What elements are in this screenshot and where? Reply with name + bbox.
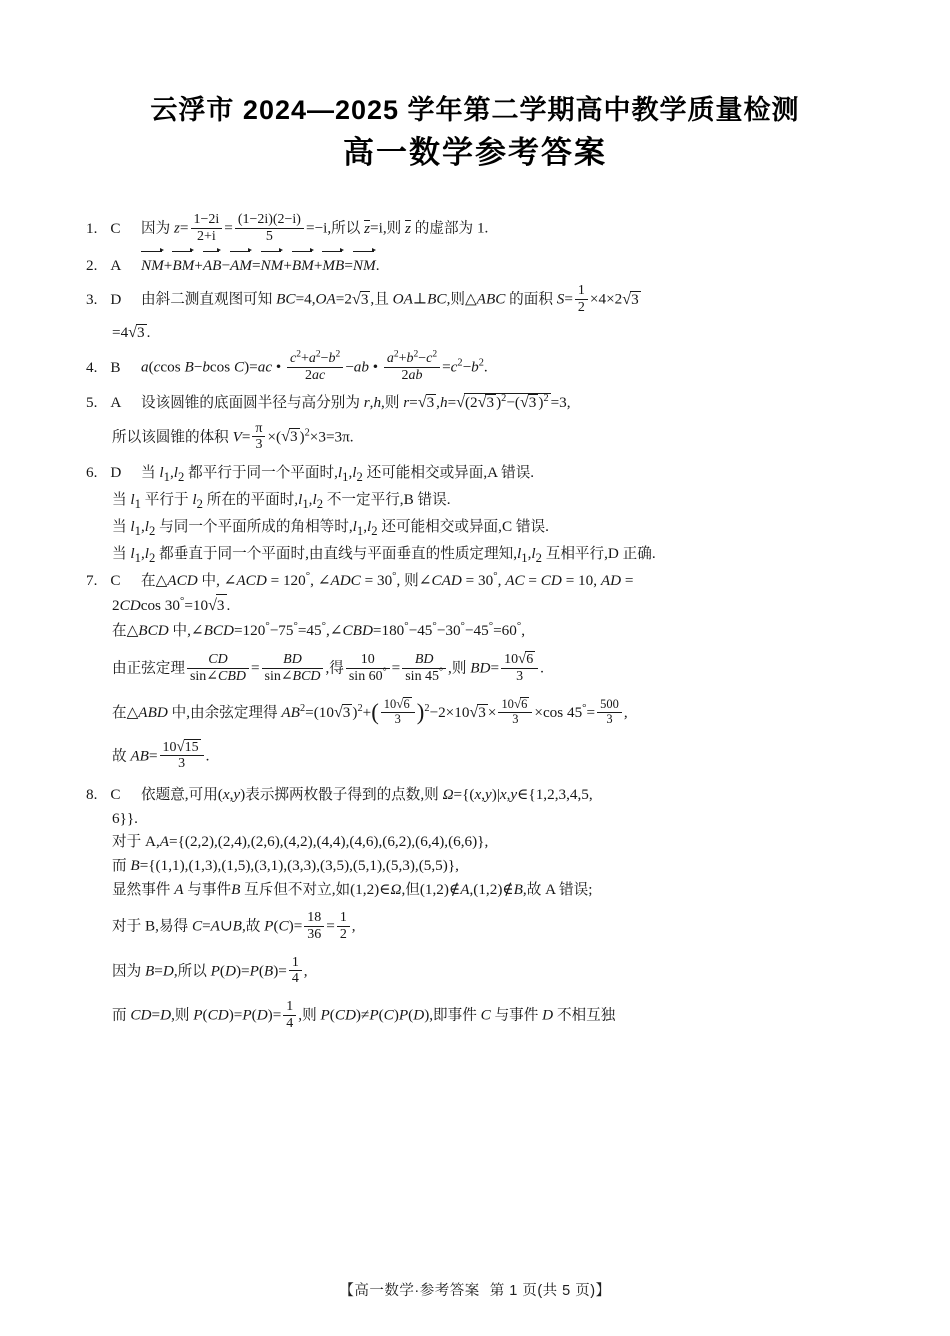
answer-item-1 <box>86 212 872 244</box>
answer-line: 显然事件 A 与事件B 互斥但不对立,如(1,2)∈Ω,但(1,2)∉A,(1,2)∉B,故 A 错误; <box>112 880 593 898</box>
answer-number-4: 4. B <box>86 358 121 376</box>
answer-number-7: 7. C <box>86 571 121 589</box>
answer-line: 由正弦定理 $\frac{CD}{\text{sin∠CBD}}$ = $\frac{BD}{\text{sin∠BCD}}$ ,得 $\frac{10}{\sin 60^\circ}$ = $\frac{BD}{\sin 45^\circ}$ ,则 BD= $\frac{10√6}{3}$ . <box>112 651 544 684</box>
answer-line: 而 CD=D,则 P(CD)=P(D)= $\frac{1}{4}$ ,则 P(CD)≠P(C)P(D),即事件 C 与事件 D 不相互独 <box>112 998 616 1031</box>
answer-line: 对于 A,A={(2,2),(2,4),(2,6),(4,2),(4,4),(4,6),(6,2),(6,4),(6,6)}, <box>112 833 489 851</box>
answer-item-7 <box>86 570 872 772</box>
answer-line: 5. A 设该圆锥的底面圆半径与高分别为 r,h,则 r=√3 ,h=√(2√3 )$^2$−(√3 )$^2$ =3, <box>86 392 571 411</box>
answer-line: 2. A NM+BM+AB−AM=NM+BM+MB=NM. <box>86 254 872 277</box>
answer-number-8: 8. C <box>86 785 121 803</box>
answer-line: 对于 B,易得 C=A∪B,故 P(C)= $\frac{18}{36}$ = $\frac{1}{2}$ , <box>112 910 356 942</box>
answer-item-2 <box>86 254 872 277</box>
answer-line: 当 $l_1,l_2$ 与同一个平面所成的角相等时$,l_1,l_2$ 还可能相交或异面,C 错误. <box>112 517 549 538</box>
answer-line: 8. C 依题意,可用(x,y)表示掷两枚骰子得到的点数,则 Ω={(x,y)|x,y∈{1,2,3,4,5, <box>86 784 872 806</box>
answer-line: 4. B a(ccos B−bcos C)=ac • $\frac{c^2+a^2-b^2}{2ac}$ −ab • $\frac{a^2+b^2-c^2}{2ab}$ $=c^2-b^2$. <box>86 349 488 384</box>
answer-line: 6}}. <box>112 809 138 827</box>
answer-line: 所以该圆锥的体积 V= $\frac{\pi}{3}$ ×(√3 )$^2$×3=3π. <box>112 420 354 453</box>
answer-item-8 <box>86 784 872 1031</box>
answer-number-5: 5. A <box>86 393 122 411</box>
answer-line: 2CDcos 30°=10√3 . <box>86 594 872 618</box>
answer-line: 3. D 由斜二测直观图可知 BC=4,OA=2√3 ,且 OA⊥BC,则△ABC 的面积 S= $\frac{1}{2}$ ×4×2√3 <box>86 283 639 315</box>
page-header <box>0 0 950 174</box>
answer-line: 而 B={(1,1),(1,3),(1,5),(3,1),(3,3),(3,5),(5,1),(5,3),(5,5)}, <box>112 856 459 874</box>
answer-line: 6. D 当 $l_1,l_2$ 都平行于同一个平面时$,l_1,l_2$ 还可能相交或异面,A 错误. <box>86 463 535 484</box>
answer-line: 因为 B=D,所以 P(D)=P(B)= $\frac{1}{4}$ , <box>112 954 308 987</box>
page-footer <box>0 1279 950 1300</box>
answer-item-3 <box>86 283 872 342</box>
answer-line: 故 AB= $\frac{10√15}{3}$ . <box>112 738 210 772</box>
footer-subject: 高一数学·参考答案 <box>354 1283 480 1299</box>
answer-item-5 <box>86 393 872 453</box>
page-title: 高一数学参考答案 <box>343 135 607 171</box>
answer-item-6 <box>86 462 872 568</box>
answer-line: =4√3 . <box>112 324 151 342</box>
answer-line: 在△ABD 中,由余弦定理得 $AB^2=(10√3$ )$^2$+( $\frac{10√6}{3}$ )$^2$−2×10√3 × $\frac{10√6}{3}$ ×cos 45°= $\frac{500}{3}$ , <box>112 695 628 726</box>
answer-number-6: 6. D <box>86 463 122 481</box>
answer-line: 7. C 在△ACD 中, ∠ACD = 120°, ∠ADC = 30°, 则∠CAD = 30°, AC = CD = 10, AD = <box>86 570 872 592</box>
exam-title: 云浮市 2024—2025 学年第二学期高中教学质量检测 <box>150 95 800 125</box>
answers-list <box>86 212 872 1031</box>
answer-line: 1. C 因为 z= $\frac{1-2i}{2+i}$ = $\frac{(1-2i)(2-i)}{5}$ =−i,所以 z=i,则 z 的虚部为 1. <box>86 212 489 244</box>
answer-line: 当 $l_1,l_2$ 都垂直于同一个平面时,由直线与平面垂直的性质定理知$,l_1,l_2$ 互相平行,D 正确. <box>112 544 656 565</box>
answer-number-1: 1. C <box>86 219 121 237</box>
answer-number-3: 3. D <box>86 290 122 308</box>
footer-page-number: 第 1 页(共 5 页) <box>489 1283 596 1299</box>
footer-bracket-open: 【 <box>339 1283 355 1299</box>
answer-line: 当 $l_1$ 平行于 $l_2$ 所在的平面时$,l_1,l_2$ 不一定平行,B 错误. <box>112 490 451 511</box>
answer-line: 在△BCD 中,∠BCD=120°−75°=45°,∠CBD=180°−45°−30°−45°=60°, <box>112 619 525 639</box>
footer-bracket-close: 】 <box>595 1283 611 1299</box>
answer-item-4 <box>86 351 872 383</box>
answer-number-2: 2. A <box>86 256 122 274</box>
